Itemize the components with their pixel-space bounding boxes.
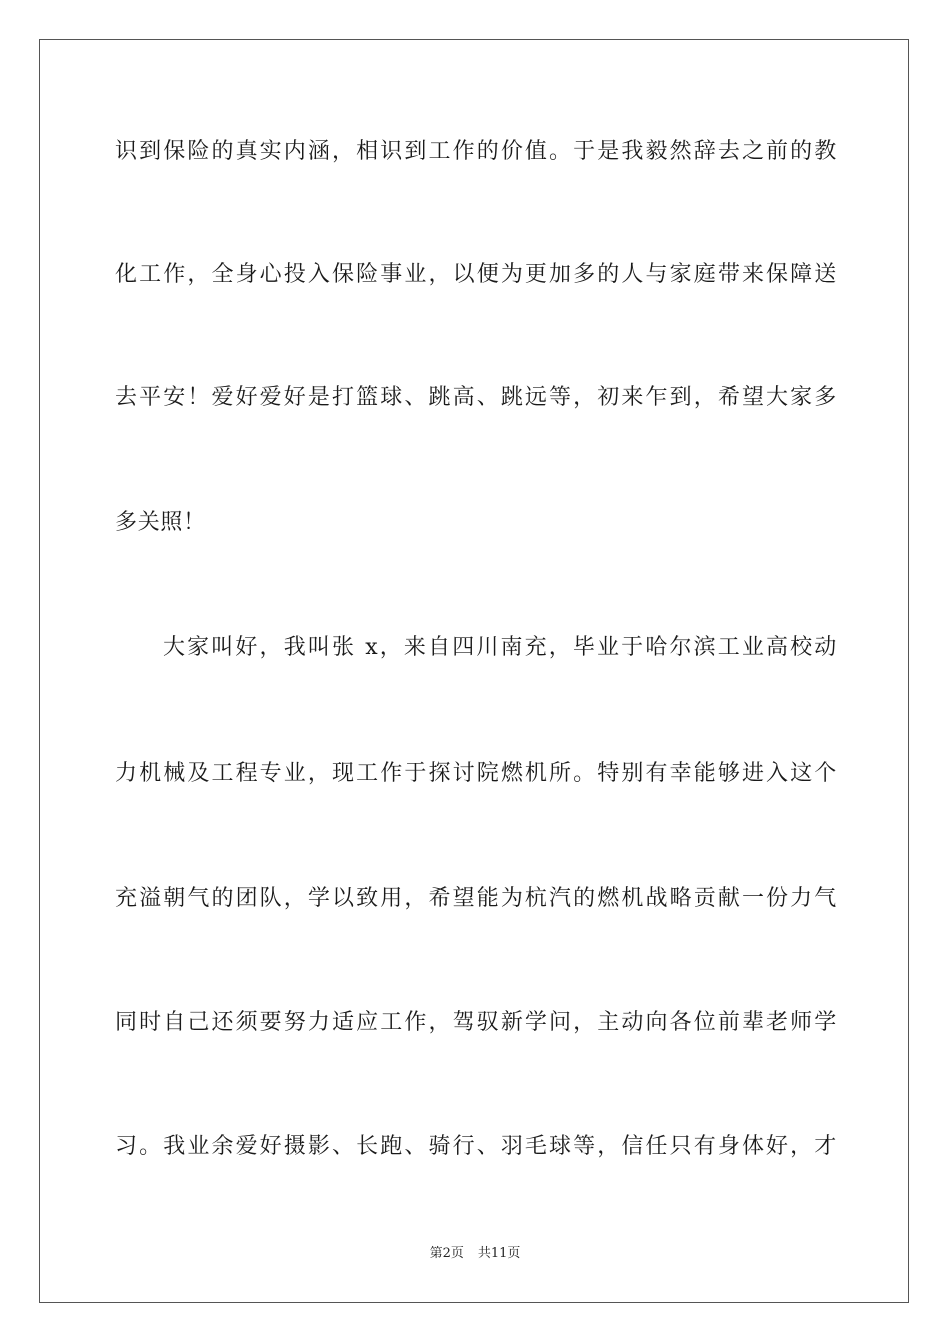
page-border xyxy=(39,39,909,1303)
paragraph-1-line-1: 识到保险的真实内涵，相识到工作的价值。于是我毅然辞去之前的教 xyxy=(115,139,837,164)
paragraph-2-line-2: 力机械及工程专业，现工作于探讨院燃机所。特别有幸能够进入这个 xyxy=(115,761,837,786)
paragraph-2-line-5: 习。我业余爱好摄影、长跑、骑行、羽毛球等，信任只有身体好，才 xyxy=(115,1134,837,1159)
paragraph-1-line-2: 化工作，全身心投入保险事业，以便为更加多的人与家庭带来保障送 xyxy=(115,262,837,287)
paragraph-2-line-4: 同时自己还须要努力适应工作，驾驭新学问，主动向各位前辈老师学 xyxy=(115,1010,837,1035)
paragraph-2-line-1: 大家叫好，我叫张 x，来自四川南充，毕业于哈尔滨工业高校动 xyxy=(163,635,837,660)
page-number: 第2页 xyxy=(429,1246,464,1261)
paragraph-2-line-3: 充溢朝气的团队，学以致用，希望能为杭汽的燃机战略贡献一份力气 xyxy=(115,886,837,911)
page-footer xyxy=(0,1245,950,1263)
total-pages: 共11页 xyxy=(477,1246,521,1261)
paragraph-1-line-4: 多关照！ xyxy=(115,510,206,535)
paragraph-1-line-3: 去平安！爱好爱好是打篮球、跳高、跳远等，初来乍到，希望大家多 xyxy=(115,385,837,410)
